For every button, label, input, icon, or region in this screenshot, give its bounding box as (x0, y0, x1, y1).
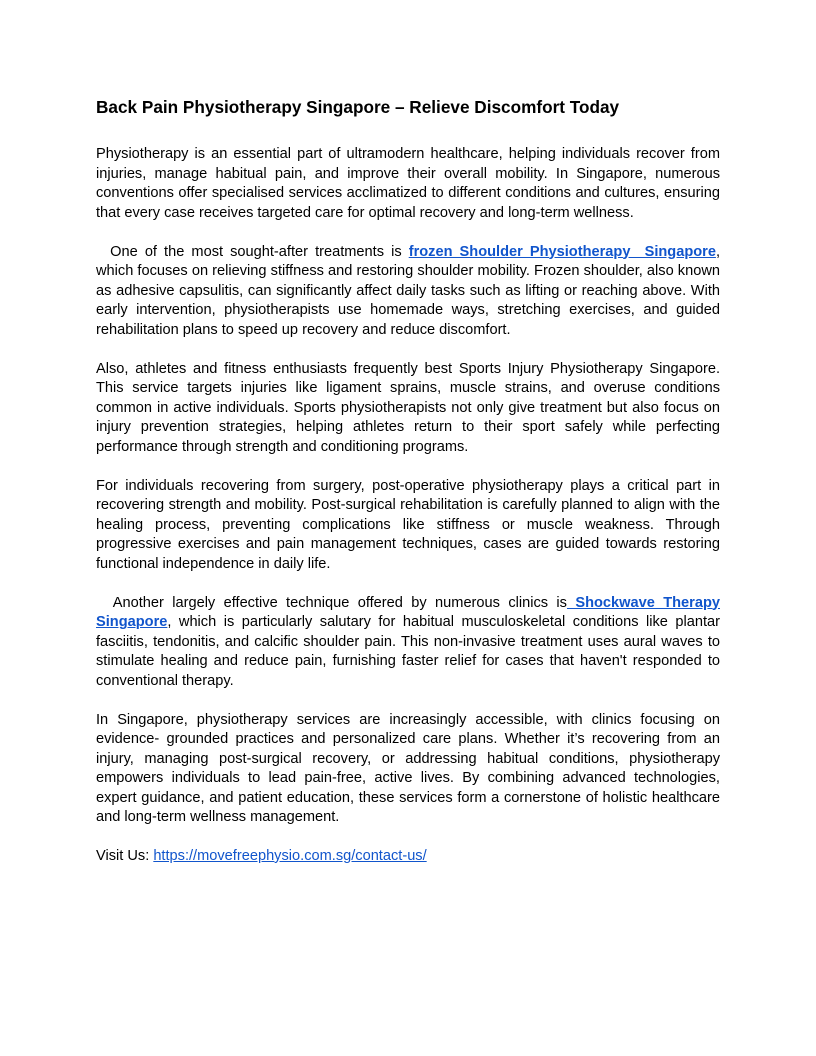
contact-us-link[interactable]: https://movefreephysio.com.sg/contact-us/ (153, 848, 427, 864)
paragraph-text: One of the most sought-after treatments is (96, 243, 409, 260)
frozen-shoulder-link[interactable]: frozen Shoulder Physiotherapy Singapore (408, 243, 716, 260)
document-page (96, 95, 720, 886)
paragraph-post-operative: For individuals recovering from surgery, post-operative physiotherapy plays a critical part in recovering strength and mobility. Post-surgical rehabilitation is carefully planned to align with the healing process, preventing complications like stiffness or muscle weakness. Through progressive exercises and pain management techniques, cases are guided towards restoring functional independence in daily life. (96, 477, 720, 572)
paragraph-shockwave (96, 594, 720, 692)
paragraph-text: , which focuses on relieving stiffness and restoring shoulder mobility. Frozen shoulder, also known as adhesive capsulitis, can significantly affect daily tasks such as lifting or reaching above. With early intervention, physiotherapists use homemade ways, stretching exercises, and guided rehabilitation plans to speed up recovery and reduce discomfort. (96, 243, 721, 338)
document-title: Back Pain Physiotherapy Singapore – Relieve Discomfort Today (96, 97, 620, 117)
visit-us-label: Visit Us: (96, 848, 154, 864)
paragraph-text: Another largely effective technique offered by numerous clinics is (96, 594, 567, 611)
paragraph-conclusion: In Singapore, physiotherapy services are increasingly accessible, with clinics focusing on evidence- grounded practices and personalized care plans. Whether it’s recovering from an injury, managing post-surgical recovery, or addressing habitual conditions, physiotherapy empowers individuals to lead pain-free, active lives. By combining advanced technologies, expert guidance, and patient education, these services form a cornerstone of holistic healthcare and long-term wellness management. (96, 711, 720, 825)
paragraph-frozen-shoulder (96, 243, 720, 341)
paragraph-intro: Physiotherapy is an essential part of ultramodern healthcare, helping individuals recover from injuries, manage habitual pain, and improve their overall mobility. In Singapore, numerous conventions offer specialised services acclimatized to different conditions and cultures, ensuring that every case receives targeted care for optimal recovery and long-term wellness. (96, 146, 720, 221)
shockwave-therapy-link[interactable]: Shockwave Therapy Singapore (96, 594, 720, 630)
paragraph-sports-injury: Also, athletes and fitness enthusiasts frequently best Sports Injury Physiotherapy Singapore. This service targets injuries like ligament sprains, muscle strains, and overuse conditions common in active individuals. Sports physiotherapists not only give treatment but also focus on injury prevention strategies, helping athletes return to their sport safely while perfecting performance through strength and conditioning programs. (96, 360, 720, 455)
visit-us-line (96, 847, 720, 867)
paragraph-text: , which is particularly salutary for habitual musculoskeletal conditions like plantar fasciitis, tendonitis, and calcific shoulder pain. This non-invasive treatment uses aural waves to stimulate healing and reduce pain, furnishing faster relief for cases that haven't responded to conventional therapy. (96, 614, 720, 689)
